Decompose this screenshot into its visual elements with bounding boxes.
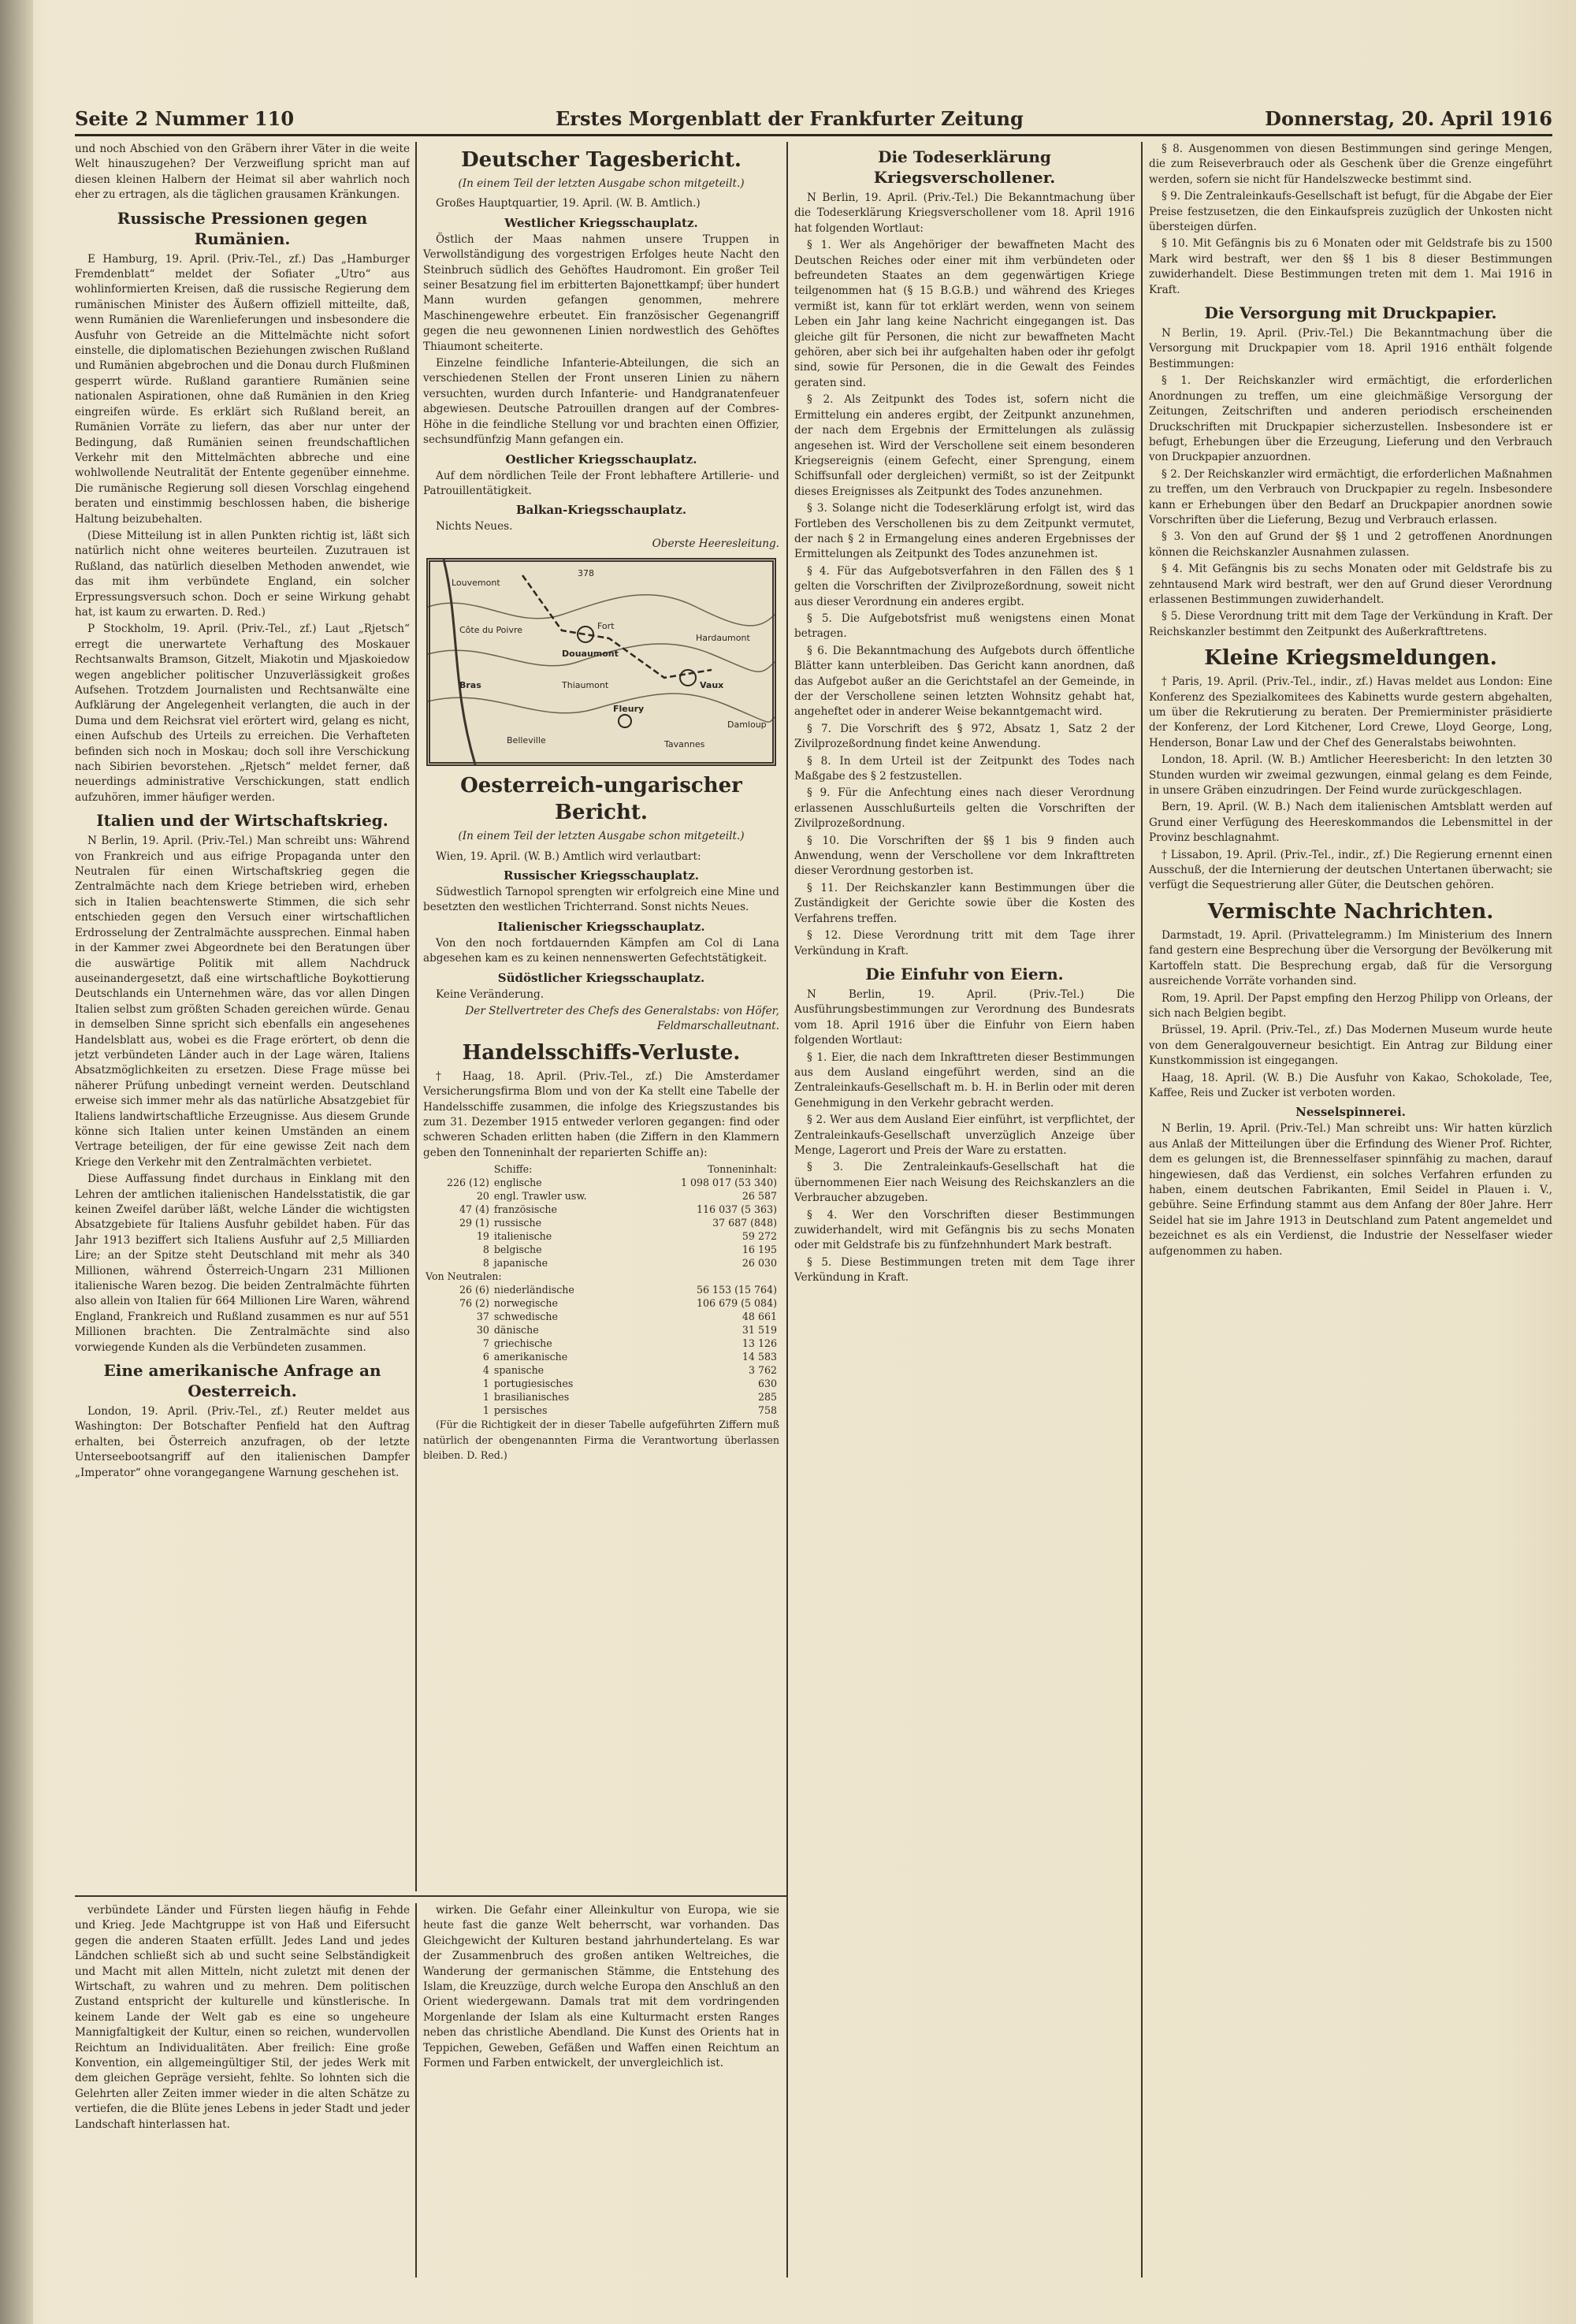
article-paragraph: § 9. Die Zentraleinkaufs-Gesellschaft ist befugt, für die Abgabe der Eier Preise festzusetzen, die den Einkaufspreis zuzüglich der Unkosten nicht übersteigen dürfen.: [1149, 190, 1552, 234]
article-paragraph: Einzelne feindliche Infanterie-Abteilungen, die sich an verschiedenen Stellen der Front unseren Linien zu nähern versuchten, wurden durch Infanterie- und Handgranatenfeuer abgewiesen. Deutsche Patrouillen drangen auf der Combres-Höhe in die feindliche Stellung vor und brachten einen Offizier, sechsundfünfzig Mann gefangen ein.: [423, 357, 779, 447]
book-binding-edge: [0, 0, 33, 2324]
map-label: Hardaumont: [696, 633, 750, 644]
map-label: 378: [578, 568, 594, 579]
table-cell: 26 030: [742, 1257, 777, 1270]
article-paragraph: Diese Auffassung findet durchaus in Einklang mit den Lehren der amtlichen italienischen Handelsstatistik, die gar keinen Zweifel darüber läßt, welche Länder die wichtigsten Absatzgebiete für Italiens Ausfuhr gebildet haben. Für das Jahr 1913 beziffert sich Italiens Ausfuhr auf 2,5 Milliarden Lire; an der Spitze steht Deutschland mit mehr als 340 Millionen, während Österreich-Ungarn 231 Millionen italienische Waren bezog. Die beiden Zentralmächte führten also allein von Italien für 664 Millionen Lire Waren, während England, Frankreich und Rußland zusammen es nur auf 551 Millionen brachten. Die Zentralmächte sind also vorwiegende Kunden als die Verbündeten zusammen.: [75, 1173, 410, 1354]
article-paragraph: § 3. Die Zentraleinkaufs-Gesellschaft hat die übernommenen Eier nach Weisung des Reichskanzlers an die Verbraucher abzugeben.: [794, 1161, 1135, 1205]
table-row: [423, 1296, 779, 1310]
map-label: Louvemont: [452, 578, 500, 589]
table-cell: persisches: [493, 1404, 548, 1417]
feuilleton-paragraph: verbündete Länder und Fürsten liegen häufig in Fehde und Krieg. Jede Machtgruppe ist von Haß und Eifersucht gegen die anderen Staaten erfüllt. Jedes Land und jedes Ländchen schließt sich ab und sucht seine Selbständigkeit und Macht mit allen Mitteln, nicht zuletzt mit denen der Wirtschaft, zu wahren und zu mehren. Dem politischen Zustand entspricht der kulturelle und künstlerische. In keinem Lande der Welt gab es eine so ungeheure Mannigfaltigkeit der Kultur, einen so reichen, wundervollen Reichtum an Individualitäten. Aber freilich: Eine große Konvention, ein allgemeingültiger Stil, der jedes Werk mit dem gleichen Gepräge versieht, fehlte. So lohnten sich die Gelehrten aller Zeiten immer wieder in die alten Schätze zu vertiefen, die die Blüte jenes Lebens in jeder Stadt und jeder Landschaft hinterlassen hat.: [75, 1904, 410, 2131]
table-row: [423, 1390, 779, 1404]
article-paragraph: § 2. Der Reichskanzler wird ermächtigt, die erforderlichen Maßnahmen zu treffen, um den Verbrauch von Druckpapier zu regeln. Insbesondere kann er Erhebungen über den Bedarf an Druckpapier anordnen sowie Vorschriften über die Lieferung, Bezug und Verbrauch erlassen.: [1149, 467, 1552, 526]
headline-vermischte-nachrichten: Vermischte Nachrichten.: [1207, 899, 1494, 924]
section-suedoestlicher: Südöstlicher Kriegsschauplatz.: [497, 970, 705, 985]
column-rule-3: [1141, 142, 1143, 2278]
neutral-subheader: Von Neutralen:: [426, 1270, 502, 1283]
headline-nesselspinnerei: Nesselspinnerei.: [1295, 1105, 1406, 1120]
headline-italien: Italien und der Wirtschaftskrieg.: [96, 811, 388, 831]
table-cell: 13 126: [742, 1337, 777, 1350]
table-row: [423, 1229, 779, 1243]
column-rule-2: [786, 142, 788, 2278]
table-row: [423, 1189, 779, 1203]
newspaper-page: [75, 102, 1552, 2293]
article-paragraph: § 10. Die Vorschriften der §§ 1 bis 9 finden auch Anwendung, wenn der Verschollene vor dem Inkrafttreten dieser Verordnung gestorben ist.: [794, 834, 1135, 878]
article-paragraph: N Berlin, 19. April. (Priv.-Tel.) Man schreibt uns: Während von Frankreich und aus eifrige Propaganda unter den Neutralen für einen Wirtschaftskrieg gegen die Zentralmächte nach dem Kriege betrieben wird, erheben sich in Italien beachtenswerte Stimmen, die sich sehr entschieden gegen den Versuch einer wirtschaftlichen Erdrosselung der Zentralmächte aussprechen. Einmal haben in der Kammer zwei Abgeordnete bei den Beratungen über die auswärtige Politik mit allem Nachdruck auseinandergesetzt, daß eine wirtschaftliche Boykottierung Deutschlands ein Unternehmen wäre, das vor allen Dingen Italien selbst zum größten Schaden gereichen würde. Genau in demselben Sinne spricht sich ebenfalls ein angesehenes Handelsblatt aus, wobei es die Frage erörtert, ob denn die jetzt verbündeten Länder auch in der Lage wären, Italiens Absatzmöglichkeiten zu ersetzen. Diese Frage müsse bei näherer Prüfung unbedingt verneint werden. Deutschland erweise sich immer mehr als das natürliche Absatzgebiet für Italiens landwirtschaftliche Erzeugnisse. Aus diesem Grunde könne sich Italien unter keinen Umständen an einem Vertrage beteiligen, der für eine gewisse Zeit nach dem Kriege den Verkehr mit den Zentralmächten verbietet.: [75, 835, 410, 1169]
map-label: Tavannes: [664, 739, 705, 750]
table-cell: 30: [476, 1324, 489, 1337]
table-cell: 47 (4): [459, 1203, 489, 1216]
article-paragraph: § 4. Für das Aufgebotsverfahren in den Fällen des § 1 gelten die Vorschriften der Zivilprozeßordnung, soweit nicht aus dieser Verordnung ein anderes ergibt.: [794, 564, 1135, 608]
map-label: Douaumont: [562, 649, 619, 660]
headline-handelsschiffs-verluste: Handelsschiffs-Verluste.: [462, 1040, 741, 1065]
table-row: [423, 1176, 779, 1189]
article-paragraph: § 5. Diese Bestimmungen treten mit dem Tage ihrer Verkündung in Kraft.: [794, 1255, 1135, 1285]
article-paragraph: (Diese Mitteilung ist in allen Punkten richtig ist, läßt sich natürlich nicht ohne weiteres beurteilen. Zuzutrauen ist Rußland, das natürlich dieselben Methoden anwendet, wie das mit ihm verbündete England, ein solcher Erpressungsversuch schon. Doch er seine Wirkung gehabt hat, ist kaum zu erwarten. D. Red.): [75, 529, 410, 619]
subheadline: (In einem Teil der letzten Ausgabe schon mitgeteilt.): [458, 830, 745, 843]
verdun-map: [426, 558, 776, 766]
table-cell: 7: [482, 1337, 489, 1350]
table-cell: norwegische: [493, 1297, 558, 1310]
table-cell: 4: [482, 1364, 489, 1377]
table-cell: englische: [493, 1177, 542, 1189]
header-rule: [75, 134, 1552, 136]
article-paragraph: N Berlin, 19. April. (Priv.-Tel.) Die Bekanntmachung über die Versorgung mit Druckpapier vom 18. April 1916 enthält folgende Bestimmungen:: [1149, 327, 1552, 370]
table-cell: 1: [482, 1378, 489, 1390]
headline-kleine-kriegsmeldungen: Kleine Kriegsmeldungen.: [1204, 646, 1497, 671]
table-row: [423, 1337, 779, 1350]
article-paragraph: § 6. Die Bekanntmachung des Aufgebots durch öffentliche Blätter kann unterbleiben. Das Gericht kann anordnen, daß das Aufgebot außer an die Gerichtstafel an der Gemeinde, in der der Verschollene seinen letzten Wohnsitz gehabt hat, angeheftet oder in anderer Weise bekanntgemacht wird.: [794, 644, 1135, 719]
table-cell: französische: [493, 1203, 557, 1216]
table-cell: 19: [476, 1230, 489, 1243]
section-russischer: Russischer Kriegsschauplatz.: [504, 868, 699, 883]
table-cell: 56 153 (15 764): [697, 1284, 777, 1296]
article-paragraph: N Berlin, 19. April. (Priv.-Tel.) Die Ausführungsbestimmungen zur Verordnung des Bundesrats vom 18. April 1916 über die Einfuhr von Eiern haben folgenden Wortlaut:: [794, 987, 1135, 1047]
column-3: [794, 142, 1135, 2278]
table-row: [423, 1323, 779, 1337]
table-cell: 26 (6): [459, 1284, 489, 1296]
map-label: Fort: [597, 621, 615, 632]
article-paragraph: § 12. Diese Verordnung tritt mit dem Tage ihrer Verkündung in Kraft.: [794, 929, 1135, 957]
article-paragraph: § 1. Wer als Angehöriger der bewaffneten Macht des Deutschen Reiches oder einer mit ihm verbündeten oder befreundeten Staates an dem gegenwärtigen Kriege teilgenommen hat (§ 15 B.G.B.) und während des Krieges vermißt ist, kann für tot erklärt werden, wenn von seinem Leben ein Jahr lang keine Nachricht eingegangen ist. Das gleiche gilt für Personen, die nicht zur bewaffneten Macht gehören, aber sich bei ihr aufgehalten haben oder ihr gefolgt sind, sowie für Personen, die in die Gewalt des Feindes geraten sind.: [794, 239, 1135, 389]
section-westlicher: Westlicher Kriegsschauplatz.: [504, 215, 698, 230]
table-row: [423, 1283, 779, 1296]
signature-oberste-heeresleitung: Oberste Heeresleitung.: [652, 537, 779, 550]
column-rule-1: [415, 142, 417, 1891]
table-cell: 6: [482, 1351, 489, 1363]
table-cell: 37: [476, 1311, 489, 1323]
article-paragraph: Keine Veränderung.: [436, 987, 545, 1001]
table-cell: brasilianisches: [493, 1391, 570, 1404]
feuilleton-column-2: [423, 1903, 779, 2278]
table-row: [423, 1256, 779, 1270]
article-paragraph: N Berlin, 19. April. (Priv.-Tel.) Die Bekanntmachung über die Todeserklärung Kriegsverschollener vom 18. April 1916 hat folgenden Wortlaut:: [794, 191, 1135, 235]
header-date: Donnerstag, 20. April 1916: [1265, 107, 1552, 130]
table-cell: 48 661: [742, 1311, 777, 1323]
article-paragraph: Rom, 19. April. Der Papst empfing den Herzog Philipp von Orleans, der sich nach Belgien begibt.: [1149, 991, 1552, 1020]
article-paragraph: Darmstadt, 19. April. (Privattelegramm.) Im Ministerium des Innern fand gestern eine Besprechung über die Versorgung der Bevölkerung mit Kartoffeln statt. Die Besprechung ergab, daß für die Versorgung ausreichende Vorräte vorhanden sind.: [1149, 928, 1552, 988]
table-note: (Für die Richtigkeit der in dieser Tabelle aufgeführten Ziffern muß natürlich der obengenannten Firma die Verantwortung überlassen bleiben. D. Red.): [423, 1419, 779, 1462]
headline-todeserklaerung: Die Todeserklärung Kriegsverschollener.: [873, 147, 1056, 187]
table-cell: 758: [757, 1404, 777, 1417]
subheadline: (In einem Teil der letzten Ausgabe schon mitgeteilt.): [458, 177, 745, 190]
table-cell: 1: [482, 1404, 489, 1417]
table-cell: 20: [476, 1190, 489, 1203]
table-row: [423, 1377, 779, 1390]
article-paragraph: † Paris, 19. April. (Priv.-Tel., indir., zf.) Havas meldet aus London: Eine Konferenz des Spezialkomitees des Kabinetts wurde gestern abgehalten, um über die Rekrutierung zu beraten. Der Premierminister präsidierte der Konferenz, der Lord Kitchener, Lord Crewe, Lloyd George, Long, Henderson, Bonar Law und der Chef des Generalstabs beiwohnten.: [1149, 675, 1552, 749]
table-cell: 285: [757, 1391, 777, 1404]
article-paragraph: Östlich der Maas nahmen unsere Truppen in Verwollständigung des vorgestrigen Erfolges heute Nacht den Steinbruch südlich des Gehöftes Haudromont. Ein großer Teil seiner Besatzung fiel im erbitterten Bajonettkampf; über hundert Mann wurden gefangen genommen, mehrere Maschinengewehre erbeutet. Ein französischer Gegenangriff gegen die neu gewonnenen Linien nordwestlich des Gehöftes Thiaumont scheiterte.: [423, 232, 779, 353]
map-label: Vaux: [700, 680, 724, 691]
map-label: Côte du Poivre: [459, 625, 523, 636]
article-paragraph: Auf dem nördlichen Teile der Front lebhaftere Artillerie- und Patrouillentätigkeit.: [423, 469, 779, 497]
column-1: [75, 142, 410, 1891]
article-paragraph: § 2. Wer aus dem Ausland Eier einführt, ist verpflichtet, der Zentraleinkaufs-Gesellschaft unverzüglich Anzeige über Menge, Lagerort und Preis der Ware zu erstatten.: [794, 1114, 1135, 1157]
table-cell: 8: [482, 1244, 489, 1256]
page-header: [75, 102, 1552, 134]
article-paragraph: Nichts Neues.: [436, 520, 513, 534]
headline-oesterreich-ungarischer-bericht: Oesterreich-ungarischer Bericht.: [460, 774, 742, 825]
header-masthead: Erstes Morgenblatt der Frankfurter Zeitung: [556, 107, 1024, 130]
headline-russische-pressionen: Russische Pressionen gegen Rumänien.: [117, 208, 368, 248]
feuilleton-paragraph: wirken. Die Gefahr einer Alleinkultur von Europa, wie sie heute fast die ganze Welt beherrscht, war vorhanden. Das Gleichgewicht der Kulturen bestand jahrhundertelang. Es war der Zusammenbruch des großen antiken Weltreiches, die Wanderung der germanischen Stämme, die Entstehung des Islam, die Kreuzzüge, durch welche Europa den Anschluß an den Orient wiedergewann. Damals trat mit dem vordringenden Morgenlande der Islam als eine Kulturmacht ersten Ranges neben das christliche Abendland. Die Kunst des Orients hat in Teppichen, Geweben, Gefäßen und Waffen einen Reichtum an Formen und Farben entwickelt, der unvergleichlich ist.: [423, 1904, 779, 2070]
dateline: Großes Hauptquartier, 19. April. (W. B. Amtlich.): [436, 197, 701, 210]
table-cell: 630: [757, 1378, 777, 1390]
table-row: [423, 1310, 779, 1323]
headline-deutscher-tagesbericht: Deutscher Tagesbericht.: [461, 148, 742, 172]
table-cell: spanische: [493, 1364, 545, 1377]
article-paragraph: Brüssel, 19. April. (Priv.-Tel., zf.) Das Modernen Museum wurde heute von dem Generalgouverneur besichtigt. Ein Antrag zur Bildung einer Kunstkommission ist eingegangen.: [1149, 1024, 1552, 1068]
map-label: Damloup: [727, 720, 767, 731]
table-row: [423, 1243, 779, 1256]
table-cell: japanische: [493, 1257, 548, 1270]
article-paragraph: London, 19. April. (Priv.-Tel., zf.) Reuter meldet aus Washington: Der Botschafter Penfield hat den Auftrag erhalten, bei Österreich anzufragen, ob der letzte Unterseebootsangriff auf den italienischen Dampfer „Imperator“ ohne vorangegangene Warnung geschehen ist.: [75, 1405, 410, 1479]
table-row: [423, 1216, 779, 1229]
table-cell: 31 519: [742, 1324, 777, 1337]
table-cell: 29 (1): [459, 1217, 489, 1229]
map-label: Fleury: [613, 704, 645, 715]
signature-hoefer: Der Stellvertreter des Chefs des Generalstabs: von Höfer, Feldmarschalleutnant.: [465, 1004, 779, 1033]
table-subheader-row: [423, 1270, 779, 1283]
table-cell: 37 687 (848): [712, 1217, 777, 1229]
table-row: [423, 1404, 779, 1417]
dateline: Wien, 19. April. (W. B.) Amtlich wird verlautbart:: [436, 850, 701, 863]
table-cell: italienische: [493, 1230, 552, 1243]
map-label: Thiaumont: [562, 680, 609, 691]
table-cell: 1 098 017 (53 340): [681, 1177, 777, 1189]
table-cell: 76 (2): [459, 1297, 489, 1310]
headline-einfuhr-eiern: Die Einfuhr von Eiern.: [865, 964, 1064, 984]
section-balkan: Balkan-Kriegsschauplatz.: [515, 503, 687, 518]
section-oestlicher: Oestlicher Kriegsschauplatz.: [505, 452, 697, 467]
table-cell: griechische: [493, 1337, 552, 1350]
article-paragraph: § 5. Diese Verordnung tritt mit dem Tage der Verkündung in Kraft. Der Reichskanzler bestimmt den Zeitpunkt des Außerkrafttretens.: [1149, 610, 1552, 638]
article-paragraph: Südwestlich Tarnopol sprengten wir erfolgreich eine Mine und besetzten den westlichen Trichterrand. Sonst nichts Neues.: [423, 885, 779, 914]
table-cell: engl. Trawler usw.: [493, 1190, 587, 1203]
article-paragraph: § 4. Wer den Vorschriften dieser Bestimmungen zuwiderhandelt, wird mit Gefängnis bis zu sechs Monaten oder mit Geldstrafe bis zu fünfzehnhundert Mark bestraft.: [794, 1208, 1135, 1252]
feuilleton-rule: [75, 1895, 787, 1897]
article-paragraph: § 10. Mit Gefängnis bis zu 6 Monaten oder mit Geldstrafe bis zu 1500 Mark wird bestraft, wer den §§ 1 bis 8 dieser Bestimmungen zuwiderhandelt. Diese Bestimmungen treten mit dem 1. Mai 1916 in Kraft.: [1149, 237, 1552, 296]
feuilleton-column-rule: [415, 1903, 417, 2278]
article-paragraph: § 1. Eier, die nach dem Inkrafttreten dieser Bestimmungen aus dem Ausland eingeführt werden, sind an die Zentraleinkaufs-Gesellschaft m. b. H. in Berlin oder mit deren Genehmigung in den Verkehr gebracht werden.: [794, 1050, 1135, 1110]
article-paragraph: § 8. Ausgenommen von diesen Bestimmungen sind geringe Mengen, die zum Reiseverbrauch oder als Geschenk über die Grenze eingeführt werden, sofern sie nicht für Handelszwecke bestimmt sind.: [1149, 143, 1552, 186]
table-cell: 116 037 (5 363): [697, 1203, 777, 1216]
table-cell: 106 679 (5 084): [697, 1297, 777, 1310]
table-header-row: [423, 1162, 779, 1176]
article-paragraph: § 1. Der Reichskanzler wird ermächtigt, die erforderlichen Anordnungen zu treffen, um eine gleichmäßige Versorgung der Zeitungen, Zeitschriften und anderen periodisch erscheinenden Druckschriften mit Druckpapier sicherzustellen. Insbesondere ist er befugt, Erhebungen über die Erzeugung, Lieferung und den Verbrauch von Druckpapier anzuordnen.: [1149, 374, 1552, 464]
table-cell: 16 195: [742, 1244, 777, 1256]
article-paragraph: § 7. Die Vorschrift des § 972, Absatz 1, Satz 2 der Zivilprozeßordnung findet keine Anwendung.: [794, 722, 1135, 751]
headline-druckpapier: Die Versorgung mit Druckpapier.: [1204, 303, 1497, 323]
ship-loss-table: [423, 1162, 779, 1417]
article-paragraph: § 2. Als Zeitpunkt des Todes ist, sofern nicht die Ermittelung ein anderes ergibt, der Zeitpunkt anzunehmen, der nach dem Ergebnis der Ermittelungen als zulässig angesehen ist. Wird der Verschollene seit einem besonderen Kriegsereignis (einem Gefecht, einer Sprengung, einem Schiffsunfall oder dergleichen) vermißt, so ist der Zeitpunkt dieses Ereignisses als Zeitpunkt des Todes anzunehmen.: [794, 393, 1135, 498]
article-paragraph: § 8. In dem Urteil ist der Zeitpunkt des Todes nach Maßgabe des § 2 festzustellen.: [794, 754, 1135, 783]
header-page-number: Seite 2 Nummer 110: [75, 107, 295, 130]
article-paragraph: § 9. Für die Anfechtung eines nach dieser Verordnung erlassenen Ausschlußurteils gelten die Vorschriften der Zivilprozeßordnung.: [794, 786, 1135, 831]
table-cell: belgische: [493, 1244, 542, 1256]
section-italienischer: Italienischer Kriegsschauplatz.: [497, 919, 705, 934]
map-label: Bras: [459, 680, 481, 691]
article-paragraph: § 3. Solange nicht die Todeserklärung erfolgt ist, wird das Fortleben des Verschollenen bis zu dem Zeitpunkt vermutet, der nach § 2 in Ermangelung eines anderen Ergebnisses der Ermittelungen als Zeitpunkt des Todes anzunehmen ist.: [794, 502, 1135, 561]
table-cell: schwedische: [493, 1311, 558, 1323]
table-cell: 59 272: [742, 1230, 777, 1243]
article-paragraph: § 4. Mit Gefängnis bis zu sechs Monaten oder mit Geldstrafe bis zu zehntausend Mark wird bestraft, wer den auf Grund dieser Verordnung erlassenen Bestimmungen zuwiderhandelt.: [1149, 563, 1552, 606]
table-cell: 1: [482, 1391, 489, 1404]
table-cell: 26 587: [742, 1190, 777, 1203]
article-paragraph: N Berlin, 19. April. (Priv.-Tel.) Man schreibt uns: Wir hatten kürzlich aus Anlaß der Mitteilungen über die Erfindung des Wiener Prof. Richter, dem es gelungen ist, die Brennesselfaser spinnfähig zu machen, darauf hingewiesen, daß das Verdienst, ein solches Verfahren erfunden zu haben, einem deutschen Fabrikanten, Emil Seidel in Plauen i. V., gebühre. Seine Erfindung stammt aus dem Anfang der 80er Jahre. Herr Seidel hat sie im Jahre 1913 in Deutschland zum Patent angemeldet und bezeichnet es als ein Verdienst, die Industrie der Nesselfaser wieder aufgenommen zu haben.: [1149, 1122, 1552, 1258]
article-paragraph: Haag, 18. April. (W. B.) Die Ausfuhr von Kakao, Schokolade, Tee, Kaffee, Reis und Zucker ist verboten worden.: [1149, 1071, 1552, 1099]
table-cell: 8: [482, 1257, 489, 1270]
table-cell: 3 762: [748, 1364, 777, 1377]
headline-amerikanische-anfrage: Eine amerikanische Anfrage an Oesterreich.: [103, 1361, 381, 1401]
article-paragraph: § 11. Der Reichskanzler kann Bestimmungen über die Zuständigkeit der Gerichte sowie über die Kosten des Verfahrens treffen.: [794, 881, 1135, 925]
feuilleton-column-1: [75, 1903, 410, 2278]
article-paragraph: § 5. Die Aufgebotsfrist muß wenigstens einen Monat betragen.: [794, 612, 1135, 641]
column-2: [423, 142, 779, 1891]
article-paragraph: § 3. Von den auf Grund der §§ 1 und 2 getroffenen Anordnungen können die Reichskanzler Ausnahmen zulassen.: [1149, 530, 1552, 559]
table-cell: portugiesisches: [493, 1378, 574, 1390]
article-paragraph: Bern, 19. April. (W. B.) Nach dem italienischen Amtsblatt werden auf Grund einer Verfügung des Heereskommandos die Lebensmittel in der Provinz beschlagnahmt.: [1149, 801, 1552, 845]
table-row: [423, 1350, 779, 1363]
table-cell: dänische: [493, 1324, 539, 1337]
table-header: Tonneninhalt:: [708, 1163, 777, 1176]
article-paragraph: † Haag, 18. April. (Priv.-Tel., zf.) Die Amsterdamer Versicherungsfirma Blom und von der Ka stellt eine Tabelle der Handelsschiffe zusammen, die infolge des Kriegszustandes bis zum 31. Dezember 1915 entweder verloren gegangen: find oder schweren Schaden erlitten haben (die Ziffern in den Klammern geben den Tonneninhalt der reparierten Schiffe an):: [423, 1069, 779, 1159]
map-label: Belleville: [507, 735, 546, 746]
article-paragraph: E Hamburg, 19. April. (Priv.-Tel., zf.) Das „Hamburger Fremdenblatt“ meldet der Sofiater „Utro“ aus wohlinformierten Kreisen, daß die russische Regierung dem rumänischen Minister des Äußern offiziell mitteilte, daß, wenn Rumänien die Warenlieferungen und insbesondere die Ausfuhr von Getreide an die Mittelmächte nicht sofort einstelle, die diplomatischen Beziehungen zwischen Rußland und Rumänien abgebrochen und die Donau durch Flußminen gesperrt würde. Rußland garantiere Rumänien seine nationalen Aspirationen, ohne daß Rumänien in den Krieg eingreifen würde. Es erklärt sich Rußland bereit, an Rumänien Vorräte zu liefern, das aber nur unter der Bedingung, daß Rumänien seinen freundschaftlichen Verkehr mit den Mittelmächten abbreche und eine wohlwollende Neutralität der Entente gegenüber einnehme. Die rumänische Regierung soll diesen Vorschlag eingehend beraten und einstimmig beschlossen haben, die bisherige Haltung beizubehalten.: [75, 252, 410, 526]
table-row: [423, 1363, 779, 1377]
table-cell: russische: [493, 1217, 542, 1229]
table-cell: 226 (12): [446, 1177, 489, 1189]
col1-intro: und noch Abschied von den Gräbern ihrer Väter in die weite Welt hinauszugehen? Der Verzweiflung spricht man auf diesen kleinen Halbern der Heimat sil aber wahrlich noch eher zu ertragen, als die täglichen grausamen Kränkungen.: [75, 143, 410, 202]
table-header: Schiffe:: [493, 1163, 533, 1176]
table-cell: amerikanische: [493, 1351, 568, 1363]
article-paragraph: P Stockholm, 19. April. (Priv.-Tel., zf.) Laut „Rjetsch“ erregt die unerwartete Verhaftung des Moskauer Rechtsanwalts Bramson, Gitzelt, Miakotin und Mjaskoiedow wegen angeblicher politischer Unzuverlässigkeit großes Aufsehen. Trotzdem Journalisten und Rechtsanwälte eine Aufklärung der Angelegenheit verlangten, die auch in der Duma und dem Reichsrat viel erörtert wird, gelang es nicht, einen Aufschub des Urteils zu erreichen. Die Verhafteten befinden sich noch in Moskau; doch soll ihre Verschickung nach Sibirien bevorstehen. „Rjetsch“ meldet ferner, daß neuerdings administrative Verschickungen, statt endlich aufzuhören, immer häufiger werden.: [75, 623, 410, 804]
article-paragraph: London, 18. April. (W. B.) Amtlicher Heeresbericht: In den letzten 30 Stunden wurden wir zweimal gezwungen, einmal gelang es dem Feinde, in unsere Gräben einzudringen. Der Feind wurde zurückgeschlagen.: [1149, 753, 1552, 798]
table-row: [423, 1203, 779, 1216]
table-cell: niederländische: [493, 1284, 574, 1296]
table-cell: 14 583: [742, 1351, 777, 1363]
article-paragraph: † Lissabon, 19. April. (Priv.-Tel., indir., zf.) Die Regierung ernennt einen Ausschuß, der die Internierung der deutschen Untertanen überwacht; sie verfügt die Sequestrierung aller Güter, die Deutschen gehören.: [1149, 848, 1552, 892]
column-4: [1149, 142, 1552, 2278]
article-paragraph: Von den noch fortdauernden Kämpfen am Col di Lana abgesehen kam es zu keinen nennenswerten Gefechtstätigkeit.: [423, 936, 779, 965]
